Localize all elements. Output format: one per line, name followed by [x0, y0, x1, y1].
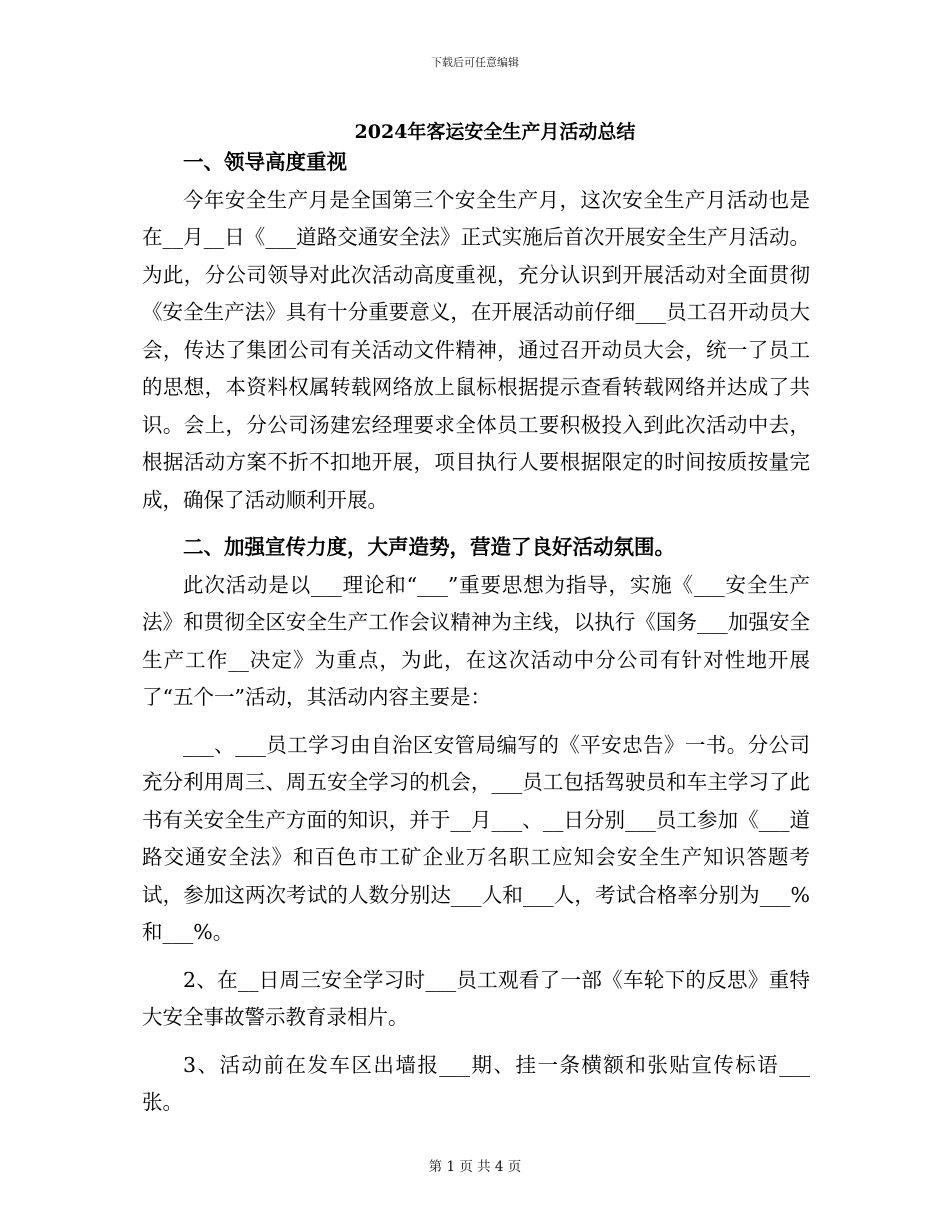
paragraph-1-1: 今年安全生产月是全国第三个安全生产月，这次安全生产月活动也是在__月__日《___道路交通安全法》正式实施后首次开展安全生产月活动。为此，分公司领导对此次活动高度重视，充分认识到开展活动对全面贯彻《安全生产法》具有十分重要意义，在开展活动前仔细___员工召开动员大会，传达了集团公司有关活动文件精神，通过召开动员大会，统一了员工的思想，本资料权属转载网络放上鼠标根据提示查看转载网络并达成了共识。会上，分公司汤建宏经理要求全体员工要积极投入到此次活动中去，根据活动方案不折不扣地开展，项目执行人要根据限定的时间按质按量完成，确保了活动顺利开展。 [142, 187, 810, 512]
section-heading-1: 一、领导高度重视 [183, 150, 347, 174]
paragraph-2-2: ___、___员工学习由自治区安管局编写的《平安忠告》一书。分公司充分利用周三、周五安全学习的机会，___员工包括驾驶员和车主学习了此书有关安全生产方面的知识，并于__月___、__日分别___员工参加《___道路交通安全法》和百色市工矿企业万名职工应知会安全生产知识答题考试，参加这两次考试的人数分别达___人和___人，考试合格率分别为___%和___%。 [142, 732, 810, 944]
paragraph-2-4: 3、活动前在发车区出墙报___期、挂一条横额和张贴宣传标语___张。 [142, 1052, 810, 1114]
page-footer: 第 1 页 共 4 页 [428, 1159, 522, 1175]
header-note: 下载后可任意编辑 [431, 56, 519, 69]
paragraph-2-3: 2、在__日周三安全学习时___员工观看了一部《车轮下的反思》重特大安全事故警示教育录相片。 [142, 967, 810, 1029]
document-title: 2024年客运安全生产月活动总结 [354, 121, 636, 143]
section-heading-2: 二、加强宣传力度，大声造势，营造了良好活动氛围。 [183, 535, 675, 559]
document-body [142, 144, 810, 1132]
paragraph-2-1: 此次活动是以___理论和“___”重要思想为指导，实施《___安全生产法》和贯彻全区安全生产工作会议精神为主线，以执行《国务___加强安全生产工作__决定》为重点，为此，在这次活动中分公司有针对性地开展了“五个一”活动，其活动内容主要是： [142, 572, 810, 709]
